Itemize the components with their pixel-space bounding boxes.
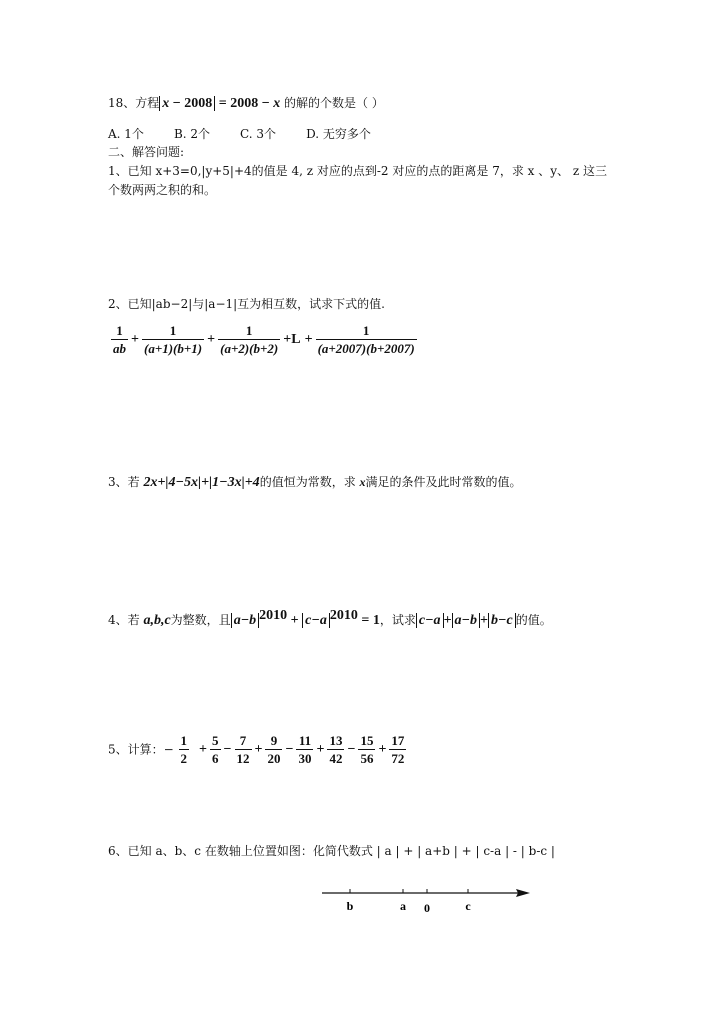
q18-rhs: = 2008 − x [215, 96, 281, 111]
p3-prefix: 3、若 [108, 475, 144, 489]
p4-term-3: b−c [488, 613, 516, 628]
p3-expr: 2x+|4−5x|+|1−3x|+4 [143, 475, 260, 490]
p2-text: 2、已知|ab−2|与|a−1|互为相互数，试求下式的值. [108, 297, 385, 311]
q18-suffix: 的解的个数是（ ） [280, 96, 384, 110]
p3-var: x [359, 475, 366, 489]
p4-line: 4、若 a,b,c为整数，且 a−b $^{2010}$ + c−a $^{2010}$ = 1，试求 c−a + a−b + b−c 的值。 [108, 608, 552, 628]
p4-suffix: 的值。 [515, 613, 552, 627]
p1-line1: 1、已知 x+3=0,|y+5|+4的值是 4, z 对应的点到-2 对应的点的距离是 7，求 x 、y、 z 这三 [108, 164, 607, 178]
q18-abs-expr: x − 2008 [159, 96, 215, 111]
option-b: B. 2个 [173, 127, 211, 141]
label-a: a [400, 899, 406, 913]
p4-cond-b: c−a [302, 613, 330, 628]
q18-line [108, 95, 384, 112]
label-b: b [346, 899, 354, 913]
option-c: C. 3个 [240, 127, 277, 141]
p5-term: $\frac{9}{20}$ [267, 733, 281, 766]
p3-line [108, 474, 522, 491]
option-a: A. 1个 [108, 127, 144, 141]
p5-prefix: 5、计算：− [108, 742, 174, 757]
p1-line2: 个数两两之积的和。 [108, 183, 217, 197]
p2-frac-3: $\frac{1}{(a+2)(b+2)}$ [220, 323, 279, 356]
p2-ellipsis: +L [283, 331, 301, 347]
p5-term: $\frac{17}{72}$ [391, 733, 405, 766]
p2-frac-4: $\frac{1}{(a+2007)(b+2007)}$ [317, 323, 415, 356]
p2-frac-1: $\frac{1}{ab}$ [113, 323, 126, 356]
p4-term-2: a−b [452, 613, 480, 628]
q18-options [108, 126, 401, 142]
p4-prefix: 4、若 [108, 613, 144, 627]
p2-frac-2: $\frac{1}{(a+1)(b+1)}$ [143, 323, 203, 356]
p5-term: $\frac{5}{6}$ [212, 733, 219, 766]
p4-vars: a,b,c [143, 613, 171, 628]
p6-text: 6、已知 a、b、c 在数轴上位置如图：化简代数式 | a | + | a+b | + | c-a | - | b-c | [108, 844, 555, 858]
p4-mid2: ，试求 [379, 613, 416, 627]
option-d: D. 无穷多个 [306, 127, 371, 141]
p5-term: $\frac{15}{56}$ [360, 733, 374, 766]
arrow-right-icon [516, 889, 530, 897]
section-heading: 二、解答问题: [108, 145, 185, 159]
p4-term-1: c−a [416, 613, 444, 628]
p5-term: $\frac{13}{42}$ [329, 733, 343, 766]
p3-mid: 的值恒为常数，求 [259, 475, 360, 489]
p5-line: 5、计算：− $\frac{1}{2}$ + $\frac{5}{6}$ − $\frac{7}{12}$ + $\frac{9}{20}$ − $\frac{11}{30}$ + $\frac{13}{42}$ − $\frac{15}{56}$ + $\frac{17}{72}$ [108, 733, 405, 766]
p4-mid: 为整数，且 [170, 613, 231, 627]
label-zero: 0 [424, 901, 430, 915]
p4-cond-a: a−b [231, 613, 259, 628]
p5-term: $\frac{11}{30}$ [298, 733, 312, 766]
p5-term: $\frac{7}{12}$ [236, 733, 250, 766]
q18-prefix: 18、方程 [108, 96, 160, 110]
number-line [320, 882, 540, 916]
label-c: c [465, 899, 471, 913]
p3-suffix: 满足的条件及此时常数的值。 [365, 475, 522, 489]
p5-term: $\frac{1}{2}$ [180, 733, 188, 766]
p2-formula: $\frac{1}{ab}$ + $\frac{1}{(a+1)(b+1)}$ + $\frac{1}{(a+2)(b+2)}$ +L + $\frac{1}{(a+2007)(b+2007)}$ [113, 323, 415, 356]
